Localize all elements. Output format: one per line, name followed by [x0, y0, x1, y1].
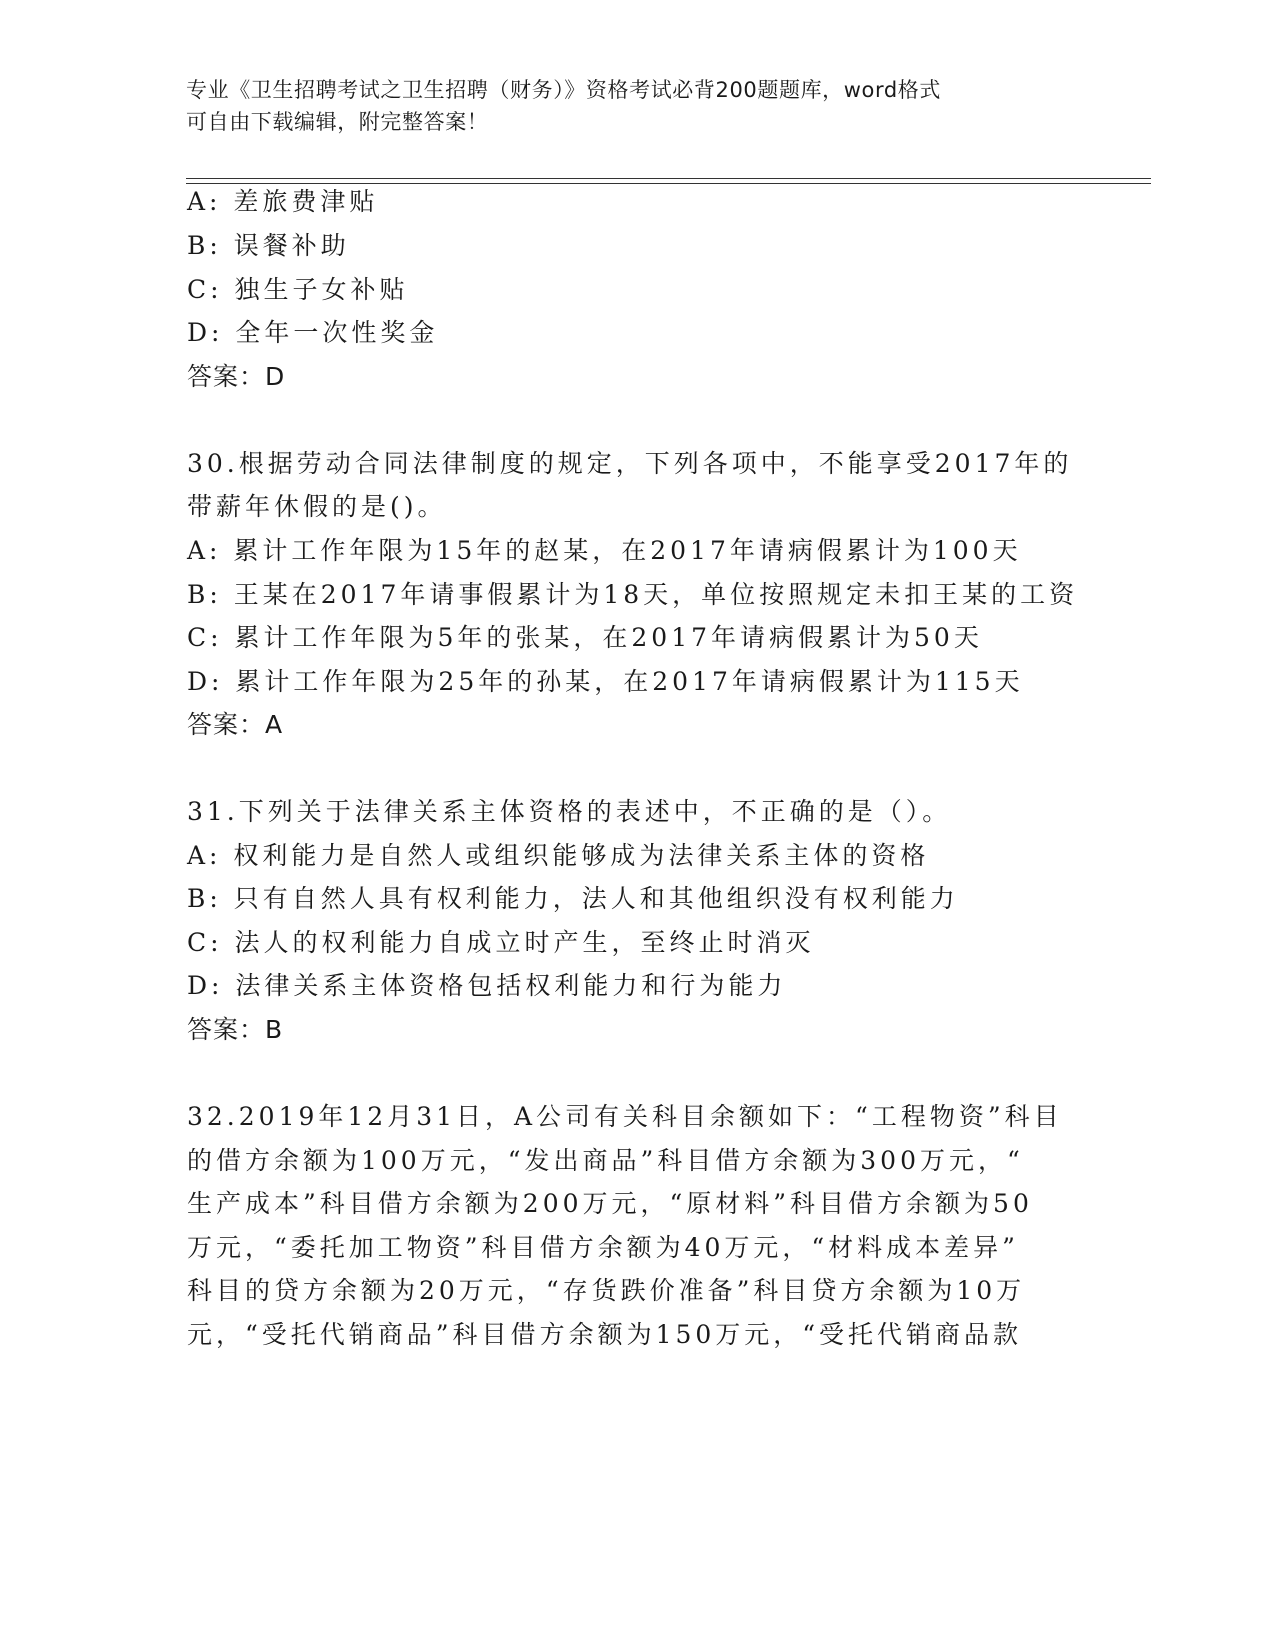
q30-stem-line-1: 30.根据劳动合同法律制度的规定，下列各项中，不能享受2017年的 — [187, 449, 1073, 478]
q29-option-c: C: 独生子女补贴 — [187, 275, 409, 304]
q30-option-b: B: 王某在2017年请事假累计为18天，单位按照规定未扣王某的工资 — [187, 580, 1079, 609]
q29-option-a: A: 差旅费津贴 — [187, 187, 379, 216]
q31-option-c: C: 法人的权利能力自成立时产生，至终止时消灭 — [187, 928, 815, 957]
q29-option-b: B: 误餐补助 — [187, 231, 350, 260]
q30-option-c: C: 累计工作年限为5年的张某，在2017年请病假累计为50天 — [187, 623, 983, 652]
q32-stem-line-6: 元，“受托代销商品”科目借方余额为150万元，“受托代销商品款 — [187, 1320, 1023, 1349]
q30-option-a: A: 累计工作年限为15年的赵某，在2017年请病假累计为100天 — [187, 536, 1022, 565]
q32-stem-line-2: 的借方余额为100万元，“发出商品”科目借方余额为300万元，“ — [187, 1146, 1024, 1175]
q30-option-d: D: 累计工作年限为25年的孙某，在2017年请病假累计为115天 — [187, 667, 1024, 696]
q30-answer: 答案：A — [187, 710, 284, 739]
q32-stem-line-5: 科目的贷方余额为20万元，“存货跌价准备”科目贷方余额为10万 — [187, 1276, 1026, 1305]
header-line-2: 可自由下载编辑，附完整答案！ — [186, 110, 489, 134]
document-header — [186, 74, 1066, 138]
header-divider-bottom — [186, 183, 1151, 184]
q31-option-d: D: 法律关系主体资格包括权利能力和行为能力 — [187, 971, 787, 1000]
q32-stem-line-4: 万元，“委托加工物资”科目借方余额为40万元，“材料成本差异” — [187, 1233, 1019, 1262]
header-line-1: 专业《卫生招聘考试之卫生招聘（财务）》资格考试必背200题题库，word格式 — [186, 78, 941, 102]
q32-stem-line-1: 32.2019年12月31日，A公司有关科目余额如下：“工程物资”科目 — [187, 1102, 1063, 1131]
q31-stem-line-1: 31.下列关于法律关系主体资格的表述中，不正确的是（）。 — [187, 797, 952, 826]
q31-option-a: A: 权利能力是自然人或组织能够成为法律关系主体的资格 — [187, 841, 930, 870]
q29-option-d: D: 全年一次性奖金 — [187, 318, 439, 347]
header-divider-top — [186, 178, 1151, 179]
q31-answer: 答案：B — [187, 1015, 284, 1044]
q30-stem-line-2: 带薪年休假的是()。 — [187, 492, 447, 521]
q29-answer: 答案：D — [187, 362, 286, 391]
q31-option-b: B: 只有自然人具有权利能力，法人和其他组织没有权利能力 — [187, 884, 959, 913]
q32-stem-line-3: 生产成本”科目借方余额为200万元，“原材料”科目借方余额为50 — [187, 1189, 1033, 1218]
